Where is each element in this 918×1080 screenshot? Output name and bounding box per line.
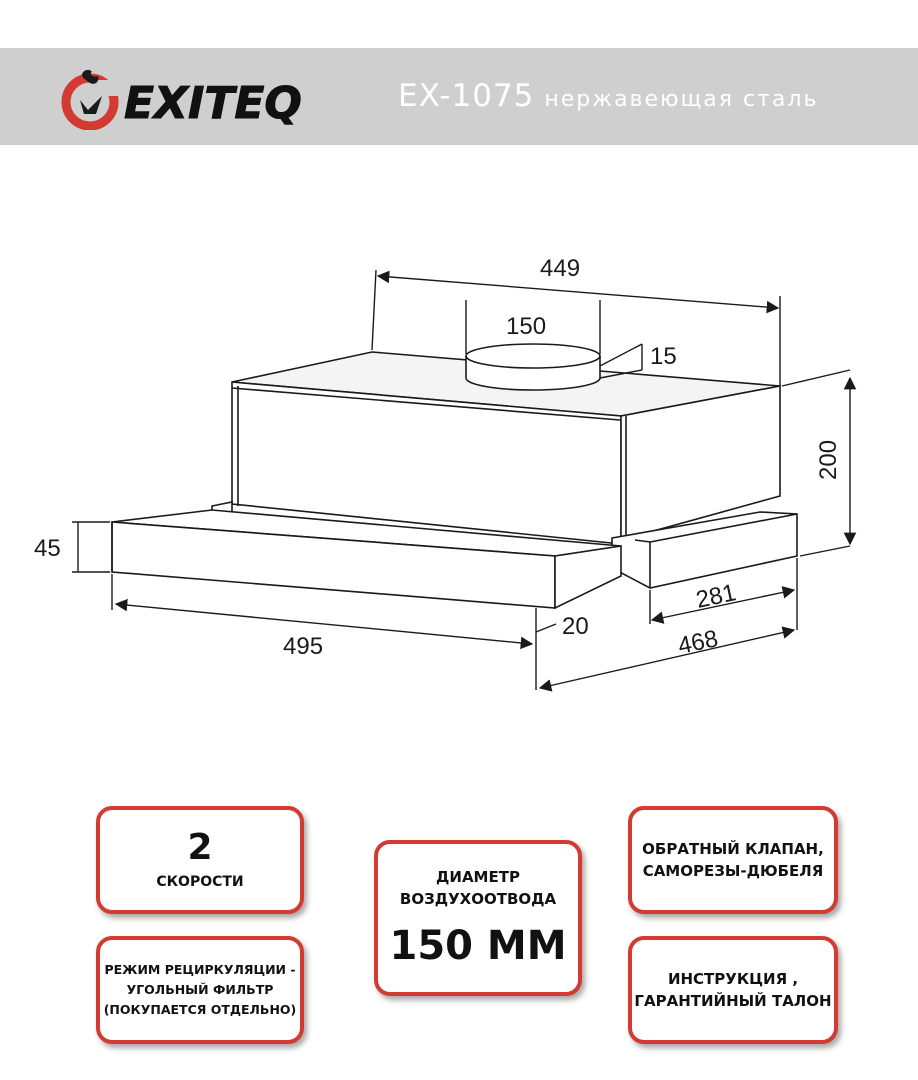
valve-card <box>628 806 838 914</box>
duct-line-2: ВОЗДУХООТВОДА <box>399 890 557 908</box>
dim-top-width: 449 <box>540 255 581 282</box>
recirc-line-1: РЕЖИМ РЕЦИРКУЛЯЦИИ - <box>104 962 296 977</box>
docs-card <box>628 936 838 1044</box>
valve-line-2: САМОРЕЗЫ-ДЮБЕЛЯ <box>642 862 824 880</box>
model-code: EX-1075 <box>398 78 535 114</box>
dim-front-depth: 20 <box>562 613 589 640</box>
docs-line-2: ГАРАНТИЙНЫЙ ТАЛОН <box>634 992 832 1010</box>
docs-line-1: ИНСТРУКЦИЯ , <box>667 970 799 988</box>
recirc-line-3: (ПОКУПАЕТСЯ ОТДЕЛЬНО) <box>103 1002 297 1017</box>
duct-line-1: ДИАМЕТР <box>436 868 520 886</box>
dim-inner-depth: 281 <box>693 579 739 614</box>
speeds-value: 2 <box>187 827 213 868</box>
recirc-line-2: УГОЛЬНЫЙ ФИЛЬТР <box>126 982 274 997</box>
duct-diameter-card <box>374 840 582 996</box>
valve-line-1: ОБРАТНЫЙ КЛАПАН, <box>642 840 824 858</box>
speeds-label: СКОРОСТИ <box>156 874 244 890</box>
dim-front-width: 495 <box>283 633 324 660</box>
dim-height: 200 <box>815 439 842 480</box>
dim-front-height: 45 <box>34 535 61 562</box>
duct-value: 150 ММ <box>389 923 567 969</box>
recirculation-card <box>96 936 304 1044</box>
hood-outline <box>112 344 797 608</box>
speeds-card <box>96 806 304 914</box>
dim-duct-height: 15 <box>650 343 677 370</box>
dim-total-depth: 468 <box>675 625 721 660</box>
model-description: нержавеющая сталь <box>544 87 819 112</box>
dim-duct-diameter: 150 <box>506 313 547 340</box>
brand-name: EXITEQ <box>124 78 302 129</box>
